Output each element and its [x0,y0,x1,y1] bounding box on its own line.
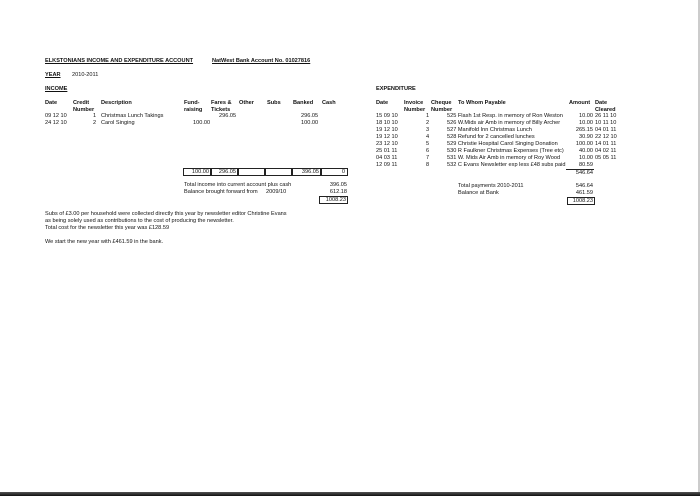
exp-row-cleared: 26 11 10 [595,113,617,119]
exp-col-amount: Amount [569,100,591,106]
exp-row-payee: 531 W. Mids Air Amb in memory of Roy Wood [447,155,561,161]
bank-account-label: NatWest Bank Account No. 01027816 [212,58,311,64]
exp-row-cleared: 04 02 11 [595,148,617,154]
exp-col-payee: To Whom Payable [458,100,506,106]
income-col-description: Description [101,100,132,106]
exp-row-invoice: 4 [426,134,430,140]
exp-row-invoice: 3 [426,127,430,133]
exp-subtotal: 546.64 [575,170,593,176]
income-col-credit: Credit Number [73,100,95,113]
exp-row-invoice: 8 [426,162,430,168]
exp-row-payee: 527 Manifold Inn Christmas Lunch [447,127,532,133]
balance-forward-label: Balance brought forward from [184,189,258,195]
exp-row-date: 15 09 10 [376,113,398,119]
income-col-date: Date [45,100,58,106]
exp-row-cleared: 22 12 10 [595,134,617,140]
exp-row-payee: 529 Christie Hospital Carol Singing Donation [447,141,558,147]
exp-summary-value: 546.64 [575,183,593,189]
exp-row-payee: 530 R Faulkner Christmas Expenses (Tree etc) [447,148,564,154]
income-col-other: Other [239,100,254,106]
total-fares: 296.05 [218,169,236,175]
balance-forward-value: 612.18 [329,189,347,195]
income-row-description: Carol Singing [101,120,135,126]
bank-balance-label: Balance at Bank [458,190,499,196]
income-col-cash: Cash [322,100,336,106]
total-cash: 0 [341,169,345,175]
note-line: We start the new year with £461.59 in the bank. [45,239,164,245]
income-row-banked: 100.00 [301,120,319,126]
total-banked: 396.05 [301,169,319,175]
exp-summary-label: Total payments 2010-2011 [458,183,524,189]
total-fundraising: 100.00 [191,169,209,175]
exp-col-date: Date [376,100,389,106]
exp-row-date: 18 10 10 [376,120,398,126]
note-line: Total cost for the newsletter this year was £128.59 [45,225,170,231]
exp-row-payee: 528 Refund for 2 cancelled lunches [447,134,535,140]
exp-grand-total: 1008.23 [572,198,593,204]
exp-col-cleared: Date Cleared [595,100,616,113]
income-row-fundraising: 100.00 [193,120,211,126]
income-summary-value: 396.05 [329,182,347,188]
total-subs-box [265,168,292,176]
income-col-subs: Subs [267,100,281,106]
exp-row-amount: 40.00 [579,148,593,154]
exp-row-amount: 10.00 [579,155,593,161]
income-row-number: 2 [93,120,97,126]
account-title: ELKSTONIANS INCOME AND EXPENDITURE ACCOUNT [45,58,194,64]
exp-row-payee: 525 Flash 1st Resp. in memory of Ron Weston [447,113,563,119]
income-row-banked: 296.05 [301,113,319,119]
exp-row-amount: 10.00 [579,113,593,119]
exp-row-date: 04 03 11 [376,155,398,161]
income-col-banked: Banked [293,100,314,106]
exp-row-cleared: 14 01 11 [595,141,617,147]
exp-row-invoice: 5 [426,141,430,147]
income-row-number: 1 [93,113,97,119]
income-heading: INCOME [45,86,68,92]
expenditure-heading: EXPENDITURE [376,86,416,92]
exp-row-date: 12 09 11 [376,162,398,168]
exp-row-invoice: 7 [426,155,430,161]
exp-row-cleared: 05 05 11 [595,155,617,161]
income-col-fares: Fares & Tickets [211,100,232,113]
exp-row-payee: 532 C Evans Newsletter exp less £48 subs paid [447,162,566,168]
note-line: Subs of £3.00 per household were collected directly this year by newsletter editor Christine Evans [45,211,287,217]
exp-row-invoice: 2 [426,120,430,126]
exp-row-date: 25 01 11 [376,148,398,154]
income-row-date: 24 12 10 [45,120,67,126]
note-line: as being solely used as contributions to the cost of producing the newsletter. [45,218,234,224]
exp-row-date: 19 12 10 [376,134,398,140]
exp-row-cleared: 04 01 11 [595,127,617,133]
income-col-fundraising: Fund- raising [184,100,203,113]
exp-row-date: 23 12 10 [376,141,398,147]
exp-row-invoice: 6 [426,148,430,154]
exp-row-amount: 10.00 [579,120,593,126]
exp-row-amount: 265.15 [575,127,593,133]
income-summary-label: Total income into current account plus cash [184,182,292,188]
year-label: YEAR [45,72,61,78]
balance-forward-year: 2009/10 [266,189,287,195]
exp-row-amount: 80.59 [579,162,593,168]
income-grand-total: 1008.23 [325,197,346,203]
income-row-date: 09 12 10 [45,113,67,119]
exp-col-cheque: Cheque Number [431,100,453,113]
bank-balance-value: 461.59 [575,190,593,196]
exp-row-invoice: 1 [426,113,430,119]
year-value: 2010-2011 [72,72,99,78]
exp-row-amount: 100.00 [575,141,593,147]
income-row-description: Christmas Lunch Takings [101,113,164,119]
exp-row-cleared: 10 11 10 [595,120,617,126]
scan-edge-bottom [0,492,700,496]
exp-row-payee: 526 W.Mids air Amb in memory of Billy Archer [447,120,561,126]
total-other-box [238,168,265,176]
exp-row-date: 19 12 10 [376,127,398,133]
exp-row-amount: 30.90 [579,134,593,140]
exp-col-invoice: Invoice Number [404,100,426,113]
income-row-fares: 296.05 [219,113,237,119]
